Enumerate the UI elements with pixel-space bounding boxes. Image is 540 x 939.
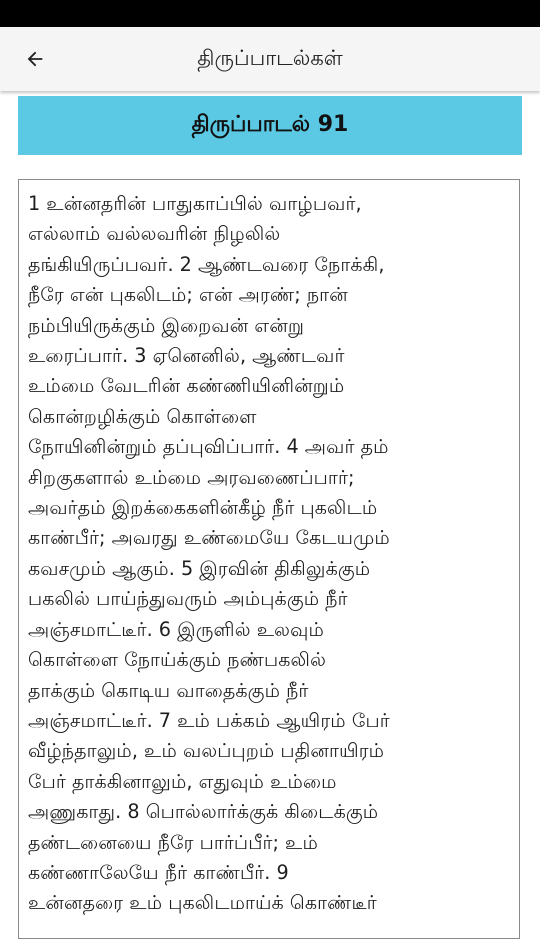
psalm-text-box[interactable] [18, 179, 520, 939]
verse-line: காண்பீர்; அவரது உண்மையே கேடயமும் [28, 526, 390, 550]
content-area[interactable] [0, 91, 540, 915]
back-button[interactable] [14, 39, 56, 79]
verse-line: அஞ்சமாட்டீர். 7 உம் பக்கம் ஆயிரம் பேர் [28, 708, 390, 732]
verse-line: கொள்ளை நோய்க்கும் நண்பகலில் [28, 648, 327, 672]
app-bar [0, 27, 540, 91]
verse-line: தாக்கும் கொடிய வாதைக்கும் நீர் [28, 678, 309, 702]
verse-line: நம்பியிருக்கும் இறைவன் என்று [28, 313, 305, 337]
verse-line: 1 உன்னதரின் பாதுகாப்பில் வாழ்பவர், [28, 192, 362, 215]
verse-line: நீரே என் புகலிடம்; என் அரண்; நான் [28, 283, 348, 307]
verse-line: உம்மை வேடரின் கண்ணியினின்றும் [28, 374, 345, 398]
psalm-heading: திருப்பாடல் 91 [18, 96, 522, 155]
verse-line: பகலில் பாய்ந்துவரும் அம்புக்கும் நீர் [28, 587, 348, 611]
verse-line: கவசமும் ஆகும். 5 இரவின் திகிலுக்கும் [28, 556, 371, 580]
verse-line: நோயினின்றும் தப்புவிப்பார். 4 அவர் தம் [28, 435, 389, 459]
verse-line: தங்கியிருப்பவர். 2 ஆண்டவரை நோக்கி, [28, 252, 385, 276]
verse-line: தண்டனையை நீரே பார்ப்பீர்; உம் [28, 830, 318, 854]
verse-line: உன்னதரை உம் புகலிடமாய்க் கொண்டீர் [28, 891, 377, 915]
verse-line: சிறகுகளால் உம்மை அரவணைப்பார்; [28, 465, 355, 489]
status-bar [0, 0, 540, 27]
verse-line: எல்லாம் வல்லவரின் நிழலில் [28, 222, 281, 246]
verse-line: கொன்றழிக்கும் கொள்ளை [28, 404, 257, 428]
verse-line: பேர் தாக்கினாலும், எதுவும் உம்மை [28, 769, 337, 793]
verse-line: வீழ்ந்தாலும், உம் வலப்புறம் பதினாயிரம் [28, 739, 385, 763]
verse-line: அவர்தம் இறக்கைகளின்கீழ் நீர் புகலிடம் [28, 496, 378, 520]
verse-line: உரைப்பார். 3 ஏனெனில், ஆண்டவர் [28, 344, 345, 368]
page-title: திருப்பாடல்கள் [197, 46, 343, 70]
verse-line: அஞ்சமாட்டீர். 6 இருளில் உலவும் [28, 617, 324, 641]
verse-line: கண்ணாலேயே நீர் காண்பீர். 9 [28, 860, 289, 884]
arrow-left-icon [24, 48, 46, 70]
verse-line: அணுகாது. 8 பொல்லார்க்குக் கிடைக்கும் [28, 800, 379, 824]
